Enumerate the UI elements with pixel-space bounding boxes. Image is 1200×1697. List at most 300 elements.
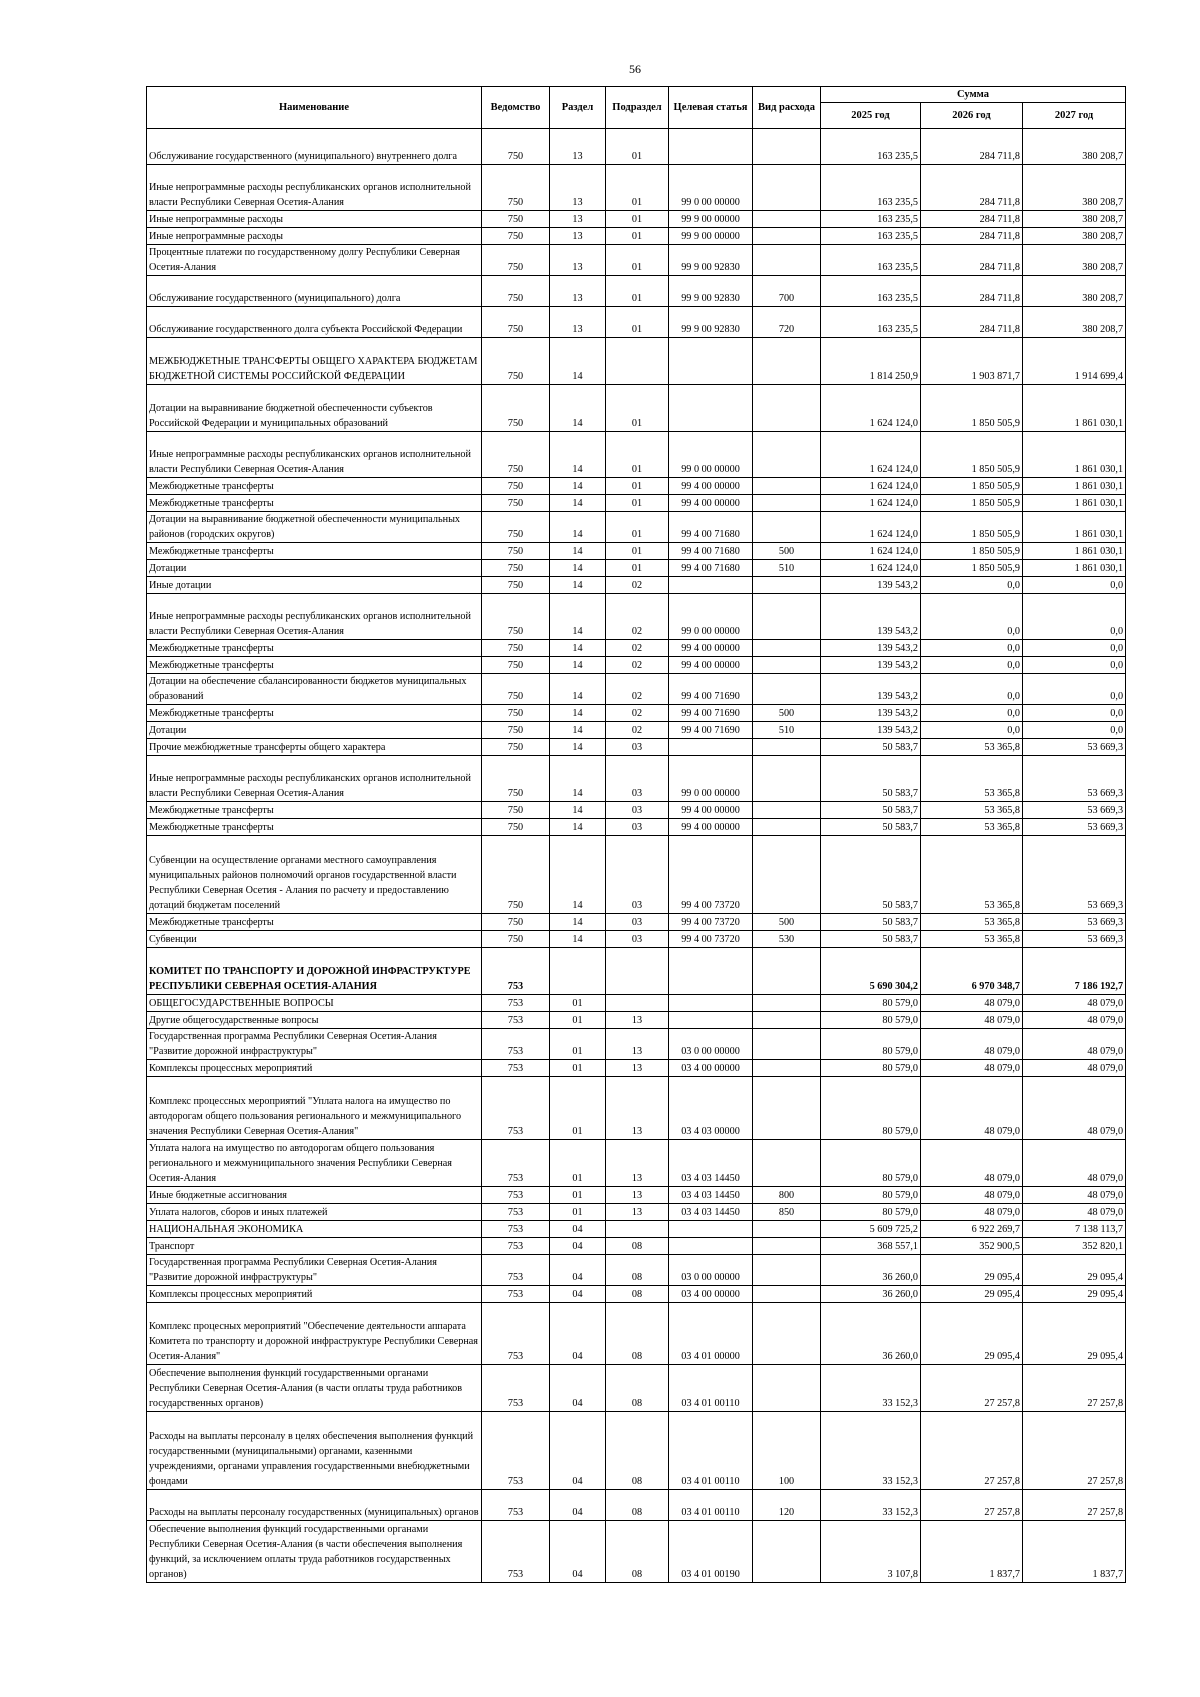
cell-section: 13 (550, 307, 606, 338)
cell-sum-2025: 163 235,5 (821, 211, 921, 228)
cell-section: 04 (550, 1521, 606, 1583)
cell-expense-type (753, 1077, 821, 1140)
cell-name: Комплекс процессных мероприятий "Уплата налога на имущество по автодорогам общего пользования регионального и межмуниципального значения Республики Северная Осетия-Алания" (147, 1077, 482, 1140)
cell-sum-2026: 352 900,5 (921, 1238, 1023, 1255)
cell-target-item: 99 4 00 71680 (669, 512, 753, 543)
cell-department: 750 (482, 211, 550, 228)
cell-sum-2026: 53 365,8 (921, 914, 1023, 931)
cell-target-item (669, 338, 753, 385)
cell-section: 04 (550, 1255, 606, 1286)
cell-subsection: 02 (606, 577, 669, 594)
cell-expense-type: 500 (753, 914, 821, 931)
cell-name: Расходы на выплаты персоналу государственных (муниципальных) органов (147, 1490, 482, 1521)
cell-subsection: 08 (606, 1521, 669, 1583)
table-row (147, 1412, 1126, 1490)
table-row (147, 722, 1126, 739)
cell-department: 753 (482, 1521, 550, 1583)
cell-sum-2026: 48 079,0 (921, 1012, 1023, 1029)
table-row (147, 1221, 1126, 1238)
cell-sum-2025: 163 235,5 (821, 245, 921, 276)
cell-sum-2026: 1 850 505,9 (921, 560, 1023, 577)
cell-section: 14 (550, 836, 606, 914)
cell-subsection: 13 (606, 1077, 669, 1140)
cell-department: 753 (482, 1365, 550, 1412)
cell-expense-type (753, 1140, 821, 1187)
cell-sum-2025: 368 557,1 (821, 1238, 921, 1255)
cell-department: 750 (482, 914, 550, 931)
cell-subsection: 02 (606, 594, 669, 640)
cell-section: 01 (550, 1077, 606, 1140)
cell-target-item: 99 4 00 71690 (669, 674, 753, 705)
cell-sum-2027: 0,0 (1023, 657, 1126, 674)
cell-department: 750 (482, 338, 550, 385)
cell-department: 750 (482, 495, 550, 512)
table-row (147, 836, 1126, 914)
cell-sum-2027: 1 861 030,1 (1023, 543, 1126, 560)
cell-expense-type: 700 (753, 276, 821, 307)
cell-expense-type (753, 1286, 821, 1303)
cell-sum-2025: 1 624 124,0 (821, 512, 921, 543)
table-row (147, 948, 1126, 995)
cell-target-item: 99 4 00 73720 (669, 914, 753, 931)
cell-sum-2027: 0,0 (1023, 577, 1126, 594)
cell-name: КОМИТЕТ ПО ТРАНСПОРТУ И ДОРОЖНОЙ ИНФРАСТРУКТУРЕ РЕСПУБЛИКИ СЕВЕРНАЯ ОСЕТИЯ-АЛАНИЯ (147, 948, 482, 995)
cell-department: 750 (482, 674, 550, 705)
cell-name: Другие общегосударственные вопросы (147, 1012, 482, 1029)
cell-department: 750 (482, 739, 550, 756)
cell-subsection: 01 (606, 211, 669, 228)
cell-target-item: 99 9 00 92830 (669, 245, 753, 276)
cell-subsection: 01 (606, 276, 669, 307)
cell-sum-2027: 53 669,3 (1023, 819, 1126, 836)
table-row (147, 385, 1126, 432)
cell-sum-2026: 6 922 269,7 (921, 1221, 1023, 1238)
cell-sum-2026: 27 257,8 (921, 1490, 1023, 1521)
cell-section: 01 (550, 1187, 606, 1204)
cell-expense-type: 800 (753, 1187, 821, 1204)
cell-expense-type (753, 245, 821, 276)
cell-sum-2026: 53 365,8 (921, 836, 1023, 914)
table-row (147, 1140, 1126, 1187)
cell-expense-type (753, 385, 821, 432)
cell-subsection: 01 (606, 432, 669, 478)
cell-subsection: 01 (606, 512, 669, 543)
cell-department: 753 (482, 1060, 550, 1077)
cell-sum-2026: 1 850 505,9 (921, 478, 1023, 495)
cell-sum-2026: 0,0 (921, 657, 1023, 674)
cell-target-item: 99 9 00 92830 (669, 307, 753, 338)
table-row (147, 705, 1126, 722)
cell-subsection: 01 (606, 495, 669, 512)
cell-department: 753 (482, 1238, 550, 1255)
table-row (147, 560, 1126, 577)
cell-name: Субвенции (147, 931, 482, 948)
cell-target-item (669, 995, 753, 1012)
table-row (147, 914, 1126, 931)
cell-sum-2025: 36 260,0 (821, 1286, 921, 1303)
cell-sum-2027: 48 079,0 (1023, 995, 1126, 1012)
cell-name: Иные непрограммные расходы (147, 228, 482, 245)
col-header-name: Наименование (147, 87, 482, 129)
cell-section: 14 (550, 432, 606, 478)
cell-name: Государственная программа Республики Северная Осетия-Алания "Развитие дорожной инфраструктуры" (147, 1029, 482, 1060)
cell-target-item: 03 4 03 00000 (669, 1077, 753, 1140)
table-row (147, 1286, 1126, 1303)
cell-expense-type (753, 1060, 821, 1077)
cell-section: 14 (550, 577, 606, 594)
cell-target-item: 99 0 00 00000 (669, 594, 753, 640)
cell-section: 13 (550, 228, 606, 245)
cell-expense-type (753, 1521, 821, 1583)
cell-target-item: 99 4 00 00000 (669, 495, 753, 512)
cell-subsection: 08 (606, 1238, 669, 1255)
cell-sum-2025: 50 583,7 (821, 802, 921, 819)
cell-target-item: 99 4 00 71680 (669, 560, 753, 577)
cell-section: 14 (550, 543, 606, 560)
cell-name: Дотации на выравнивание бюджетной обеспеченности муниципальных районов (городских округов) (147, 512, 482, 543)
table-row (147, 228, 1126, 245)
cell-section: 01 (550, 1060, 606, 1077)
cell-department: 753 (482, 1255, 550, 1286)
cell-expense-type (753, 1221, 821, 1238)
cell-expense-type: 100 (753, 1412, 821, 1490)
cell-department: 753 (482, 1029, 550, 1060)
cell-department: 753 (482, 1204, 550, 1221)
cell-expense-type (753, 1012, 821, 1029)
cell-name: МЕЖБЮДЖЕТНЫЕ ТРАНСФЕРТЫ ОБЩЕГО ХАРАКТЕРА БЮДЖЕТАМ БЮДЖЕТНОЙ СИСТЕМЫ РОССИЙСКОЙ ФЕДЕРАЦИИ (147, 338, 482, 385)
cell-sum-2027: 48 079,0 (1023, 1029, 1126, 1060)
col-header-target-item: Целевая статья (669, 87, 753, 129)
cell-section: 04 (550, 1286, 606, 1303)
cell-sum-2025: 139 543,2 (821, 657, 921, 674)
cell-subsection (606, 1221, 669, 1238)
cell-subsection: 03 (606, 756, 669, 802)
cell-section: 13 (550, 211, 606, 228)
cell-department: 750 (482, 657, 550, 674)
cell-target-item (669, 1221, 753, 1238)
cell-sum-2027: 53 669,3 (1023, 836, 1126, 914)
cell-sum-2027: 48 079,0 (1023, 1012, 1126, 1029)
cell-sum-2026: 6 970 348,7 (921, 948, 1023, 995)
cell-subsection: 01 (606, 385, 669, 432)
cell-sum-2027: 0,0 (1023, 640, 1126, 657)
table-row (147, 995, 1126, 1012)
cell-sum-2025: 33 152,3 (821, 1412, 921, 1490)
cell-department: 750 (482, 560, 550, 577)
cell-expense-type (753, 995, 821, 1012)
cell-sum-2025: 50 583,7 (821, 819, 921, 836)
cell-sum-2026: 284 711,8 (921, 245, 1023, 276)
cell-expense-type (753, 1255, 821, 1286)
cell-expense-type (753, 165, 821, 211)
cell-subsection: 01 (606, 228, 669, 245)
cell-name: Межбюджетные трансферты (147, 657, 482, 674)
table-row (147, 594, 1126, 640)
cell-sum-2025: 80 579,0 (821, 1077, 921, 1140)
cell-name: Уплата налога на имущество по автодорогам общего пользования регионального и межмуниципального значения Республики Северная Осетия-Алания (147, 1140, 482, 1187)
cell-section: 04 (550, 1490, 606, 1521)
cell-section: 14 (550, 802, 606, 819)
cell-section: 14 (550, 739, 606, 756)
table-row (147, 802, 1126, 819)
cell-sum-2026: 284 711,8 (921, 129, 1023, 165)
cell-sum-2027: 1 861 030,1 (1023, 512, 1126, 543)
table-row (147, 1521, 1126, 1583)
table-row (147, 657, 1126, 674)
cell-sum-2025: 139 543,2 (821, 640, 921, 657)
cell-sum-2027: 48 079,0 (1023, 1077, 1126, 1140)
cell-sum-2025: 50 583,7 (821, 836, 921, 914)
cell-expense-type (753, 338, 821, 385)
cell-name: Межбюджетные трансферты (147, 819, 482, 836)
cell-department: 750 (482, 802, 550, 819)
cell-subsection: 08 (606, 1255, 669, 1286)
cell-name: Комплексы процессных мероприятий (147, 1060, 482, 1077)
table-row (147, 338, 1126, 385)
table-row (147, 931, 1126, 948)
cell-department: 750 (482, 756, 550, 802)
cell-target-item: 03 4 03 14450 (669, 1140, 753, 1187)
cell-department: 753 (482, 1012, 550, 1029)
table-row (147, 1204, 1126, 1221)
table-row (147, 577, 1126, 594)
cell-target-item: 03 4 03 14450 (669, 1187, 753, 1204)
cell-subsection: 01 (606, 129, 669, 165)
table-row (147, 739, 1126, 756)
cell-sum-2027: 53 669,3 (1023, 931, 1126, 948)
cell-expense-type (753, 948, 821, 995)
cell-sum-2027: 380 208,7 (1023, 129, 1126, 165)
cell-section: 14 (550, 705, 606, 722)
cell-sum-2026: 29 095,4 (921, 1286, 1023, 1303)
table-row (147, 1490, 1126, 1521)
table-row (147, 1077, 1126, 1140)
cell-sum-2027: 1 914 699,4 (1023, 338, 1126, 385)
cell-target-item (669, 385, 753, 432)
cell-name: Транспорт (147, 1238, 482, 1255)
table-row (147, 478, 1126, 495)
cell-sum-2026: 53 365,8 (921, 739, 1023, 756)
cell-name: Иные непрограммные расходы республиканских органов исполнительной власти Республики Северная Осетия-Алания (147, 432, 482, 478)
cell-name: Иные непрограммные расходы республиканских органов исполнительной власти Республики Северная Осетия-Алания (147, 165, 482, 211)
cell-sum-2025: 1 624 124,0 (821, 385, 921, 432)
cell-expense-type: 850 (753, 1204, 821, 1221)
cell-name: Иные непрограммные расходы республиканских органов исполнительной власти Республики Северная Осетия-Алания (147, 594, 482, 640)
cell-sum-2025: 80 579,0 (821, 1029, 921, 1060)
table-row (147, 674, 1126, 705)
cell-expense-type (753, 674, 821, 705)
cell-expense-type (753, 1029, 821, 1060)
cell-subsection: 13 (606, 1029, 669, 1060)
cell-name: Прочие межбюджетные трансферты общего характера (147, 739, 482, 756)
cell-sum-2027: 29 095,4 (1023, 1255, 1126, 1286)
cell-subsection: 01 (606, 307, 669, 338)
cell-section: 14 (550, 385, 606, 432)
cell-expense-type (753, 1303, 821, 1365)
cell-department: 750 (482, 640, 550, 657)
cell-expense-type: 500 (753, 543, 821, 560)
cell-department: 753 (482, 1490, 550, 1521)
cell-sum-2025: 50 583,7 (821, 756, 921, 802)
cell-name: Государственная программа Республики Северная Осетия-Алания "Развитие дорожной инфраструктуры" (147, 1255, 482, 1286)
cell-section: 14 (550, 594, 606, 640)
cell-department: 750 (482, 722, 550, 739)
cell-sum-2026: 0,0 (921, 577, 1023, 594)
cell-target-item: 03 4 01 00110 (669, 1412, 753, 1490)
cell-expense-type (753, 657, 821, 674)
cell-name: Комплекс процесных мероприятий "Обеспечение деятельности аппарата Комитета по транспорту и дорожной инфраструктуре Республики Северная Осетия-Алания" (147, 1303, 482, 1365)
cell-department: 750 (482, 385, 550, 432)
cell-department: 750 (482, 543, 550, 560)
cell-sum-2026: 48 079,0 (921, 1029, 1023, 1060)
cell-section: 01 (550, 1012, 606, 1029)
cell-expense-type (753, 577, 821, 594)
cell-sum-2027: 0,0 (1023, 594, 1126, 640)
cell-sum-2025: 1 814 250,9 (821, 338, 921, 385)
cell-section: 01 (550, 1204, 606, 1221)
cell-department: 753 (482, 1140, 550, 1187)
cell-subsection: 03 (606, 914, 669, 931)
cell-sum-2026: 1 850 505,9 (921, 432, 1023, 478)
cell-sum-2025: 80 579,0 (821, 995, 921, 1012)
cell-sum-2026: 284 711,8 (921, 228, 1023, 245)
cell-sum-2025: 139 543,2 (821, 705, 921, 722)
cell-target-item: 03 4 01 00000 (669, 1303, 753, 1365)
cell-sum-2027: 1 861 030,1 (1023, 432, 1126, 478)
cell-sum-2027: 27 257,8 (1023, 1412, 1126, 1490)
cell-sum-2026: 53 365,8 (921, 802, 1023, 819)
cell-sum-2027: 27 257,8 (1023, 1365, 1126, 1412)
cell-sum-2027: 1 861 030,1 (1023, 495, 1126, 512)
cell-target-item (669, 1012, 753, 1029)
col-header-department: Ведомство (482, 87, 550, 129)
cell-expense-type (753, 802, 821, 819)
table-row (147, 211, 1126, 228)
cell-section: 14 (550, 722, 606, 739)
cell-section: 01 (550, 1029, 606, 1060)
cell-expense-type (753, 512, 821, 543)
cell-sum-2025: 50 583,7 (821, 914, 921, 931)
cell-department: 750 (482, 165, 550, 211)
cell-department: 750 (482, 276, 550, 307)
cell-name: Обслуживание государственного (муниципального) внутреннего долга (147, 129, 482, 165)
cell-target-item: 99 4 00 00000 (669, 657, 753, 674)
cell-subsection: 02 (606, 657, 669, 674)
cell-target-item: 99 4 00 00000 (669, 640, 753, 657)
cell-target-item: 03 4 03 14450 (669, 1204, 753, 1221)
cell-expense-type (753, 495, 821, 512)
cell-sum-2025: 33 152,3 (821, 1490, 921, 1521)
cell-target-item: 03 4 00 00000 (669, 1060, 753, 1077)
cell-section: 14 (550, 478, 606, 495)
cell-target-item (669, 948, 753, 995)
cell-sum-2027: 1 861 030,1 (1023, 478, 1126, 495)
cell-sum-2027: 380 208,7 (1023, 165, 1126, 211)
cell-expense-type (753, 739, 821, 756)
table-row (147, 1365, 1126, 1412)
cell-subsection: 03 (606, 836, 669, 914)
cell-sum-2025: 139 543,2 (821, 594, 921, 640)
cell-sum-2027: 1 861 030,1 (1023, 385, 1126, 432)
cell-section: 04 (550, 1221, 606, 1238)
cell-name: Межбюджетные трансферты (147, 543, 482, 560)
cell-department: 753 (482, 1077, 550, 1140)
cell-sum-2025: 80 579,0 (821, 1012, 921, 1029)
cell-target-item: 99 0 00 00000 (669, 432, 753, 478)
cell-department: 750 (482, 478, 550, 495)
cell-subsection: 08 (606, 1303, 669, 1365)
cell-target-item: 99 0 00 00000 (669, 756, 753, 802)
cell-sum-2025: 33 152,3 (821, 1365, 921, 1412)
cell-expense-type: 720 (753, 307, 821, 338)
cell-sum-2027: 48 079,0 (1023, 1060, 1126, 1077)
cell-sum-2026: 48 079,0 (921, 1140, 1023, 1187)
cell-subsection: 13 (606, 1012, 669, 1029)
cell-sum-2026: 284 711,8 (921, 165, 1023, 211)
table-row (147, 1029, 1126, 1060)
cell-sum-2025: 163 235,5 (821, 276, 921, 307)
table-row (147, 512, 1126, 543)
cell-target-item: 99 4 00 71690 (669, 705, 753, 722)
cell-department: 753 (482, 1412, 550, 1490)
table-row (147, 307, 1126, 338)
cell-sum-2027: 0,0 (1023, 722, 1126, 739)
cell-sum-2027: 0,0 (1023, 705, 1126, 722)
cell-sum-2027: 53 669,3 (1023, 914, 1126, 931)
cell-expense-type (753, 640, 821, 657)
cell-sum-2027: 48 079,0 (1023, 1140, 1126, 1187)
cell-department: 750 (482, 577, 550, 594)
cell-sum-2025: 3 107,8 (821, 1521, 921, 1583)
cell-name: Дотации на выравнивание бюджетной обеспеченности субъектов Российской Федерации и муниципальных образований (147, 385, 482, 432)
cell-sum-2027: 27 257,8 (1023, 1490, 1126, 1521)
cell-subsection: 08 (606, 1412, 669, 1490)
cell-sum-2026: 48 079,0 (921, 1204, 1023, 1221)
cell-target-item: 03 4 01 00190 (669, 1521, 753, 1583)
cell-sum-2025: 1 624 124,0 (821, 543, 921, 560)
table-row (147, 276, 1126, 307)
cell-sum-2025: 1 624 124,0 (821, 432, 921, 478)
col-header-section: Раздел (550, 87, 606, 129)
cell-sum-2026: 53 365,8 (921, 819, 1023, 836)
cell-department: 750 (482, 705, 550, 722)
cell-section: 13 (550, 129, 606, 165)
cell-subsection (606, 995, 669, 1012)
cell-subsection: 01 (606, 478, 669, 495)
cell-section: 14 (550, 512, 606, 543)
col-header-subsection: Подраздел (606, 87, 669, 129)
cell-sum-2025: 139 543,2 (821, 674, 921, 705)
cell-subsection: 13 (606, 1204, 669, 1221)
cell-section: 14 (550, 495, 606, 512)
cell-section: 13 (550, 165, 606, 211)
cell-name: Комплексы процессных мероприятий (147, 1286, 482, 1303)
cell-expense-type: 510 (753, 560, 821, 577)
table-row (147, 819, 1126, 836)
cell-sum-2026: 29 095,4 (921, 1303, 1023, 1365)
cell-department: 753 (482, 1221, 550, 1238)
table-body (147, 129, 1126, 1583)
cell-section: 01 (550, 995, 606, 1012)
cell-sum-2025: 139 543,2 (821, 722, 921, 739)
cell-sum-2026: 0,0 (921, 640, 1023, 657)
cell-target-item (669, 1238, 753, 1255)
cell-target-item: 99 0 00 00000 (669, 165, 753, 211)
cell-section: 04 (550, 1238, 606, 1255)
cell-subsection (606, 948, 669, 995)
cell-target-item: 03 4 00 00000 (669, 1286, 753, 1303)
cell-department: 753 (482, 995, 550, 1012)
